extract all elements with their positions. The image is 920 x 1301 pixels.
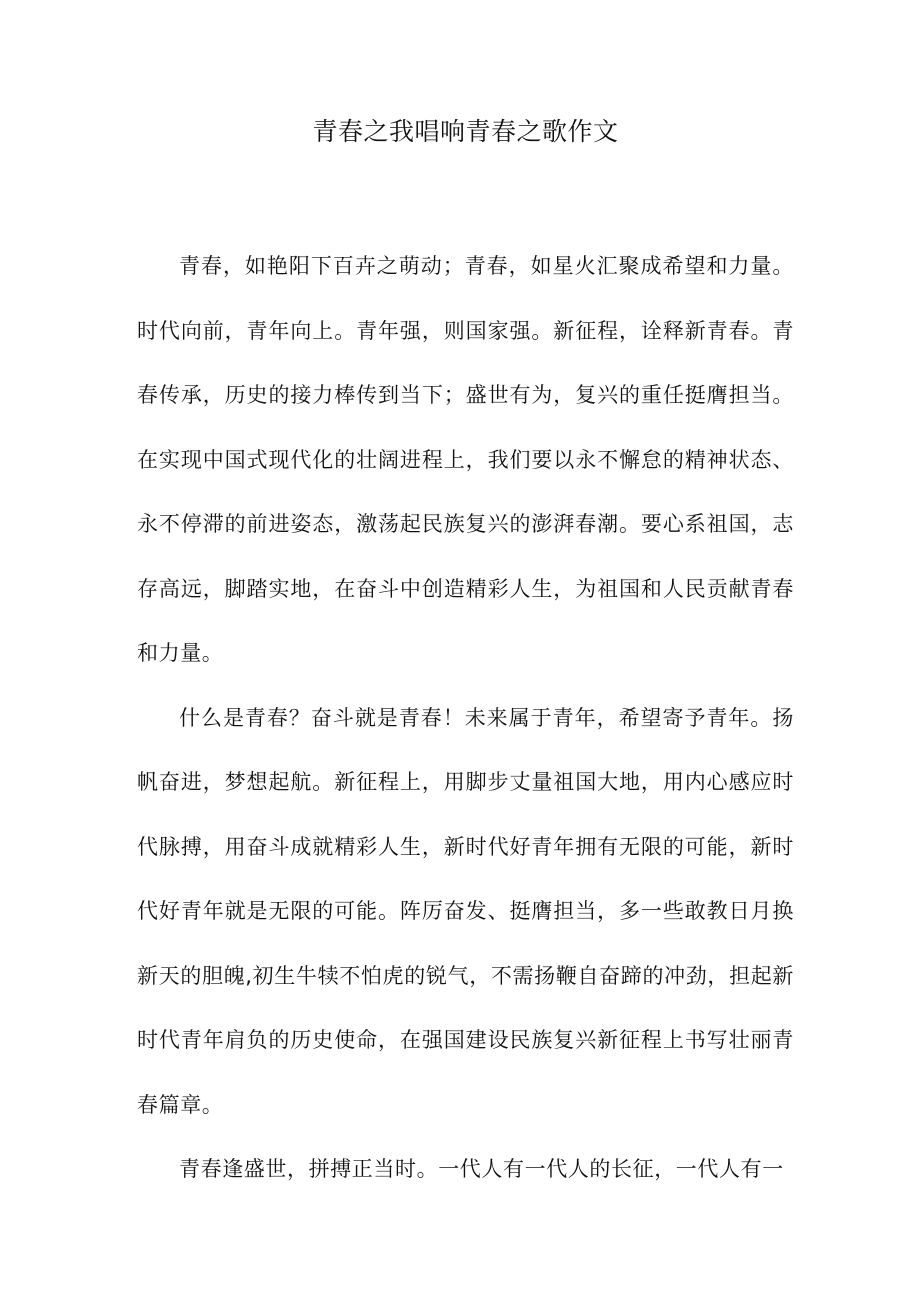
paragraph: 什么是青春？奋斗就是青春！未来属于青年，希望寄予青年。扬帆奋进，梦想起航。新征程上，用脚步丈量祖国大地，用内心感应时代脉搏，用奋斗成就精彩人生，新时代好青年拥有无限的可能，新时代好青年就是无限的可能。阵厉奋发、挺膺担当，多一些敢教日月换新天的胆魄,初生牛犊不怕虎的锐气，不需扬鞭自奋蹄的冲劲，担起新时代青年肩负的历史使命，在强国建设民族复兴新征程上书写壮丽青春篇章。 <box>137 705 794 1117</box>
paragraph: 青春逢盛世，拼搏正当时。一代人有一代人的长征，一代人有一 <box>179 1157 784 1181</box>
paragraph: 青春，如艳阳下百卉之萌动；青春，如星火汇聚成希望和力量。时代向前，青年向上。青年强，则国家强。新征程，诠释新青春。青春传承，历史的接力棒传到当下；盛世有为，复兴的重任挺膺担当。在实现中国式现代化的壮阔进程上，我们要以永不懈怠的精神状态、永不停滞的前进姿态，激荡起民族复兴的澎湃春潮。要心系祖国，志存高远，脚踏实地，在奋斗中创造精彩人生，为祖国和人民贡献青春和力量。 <box>137 254 794 665</box>
document-body <box>137 234 794 1202</box>
document-title: 青春之我唱响青春之歌作文 <box>312 117 619 146</box>
